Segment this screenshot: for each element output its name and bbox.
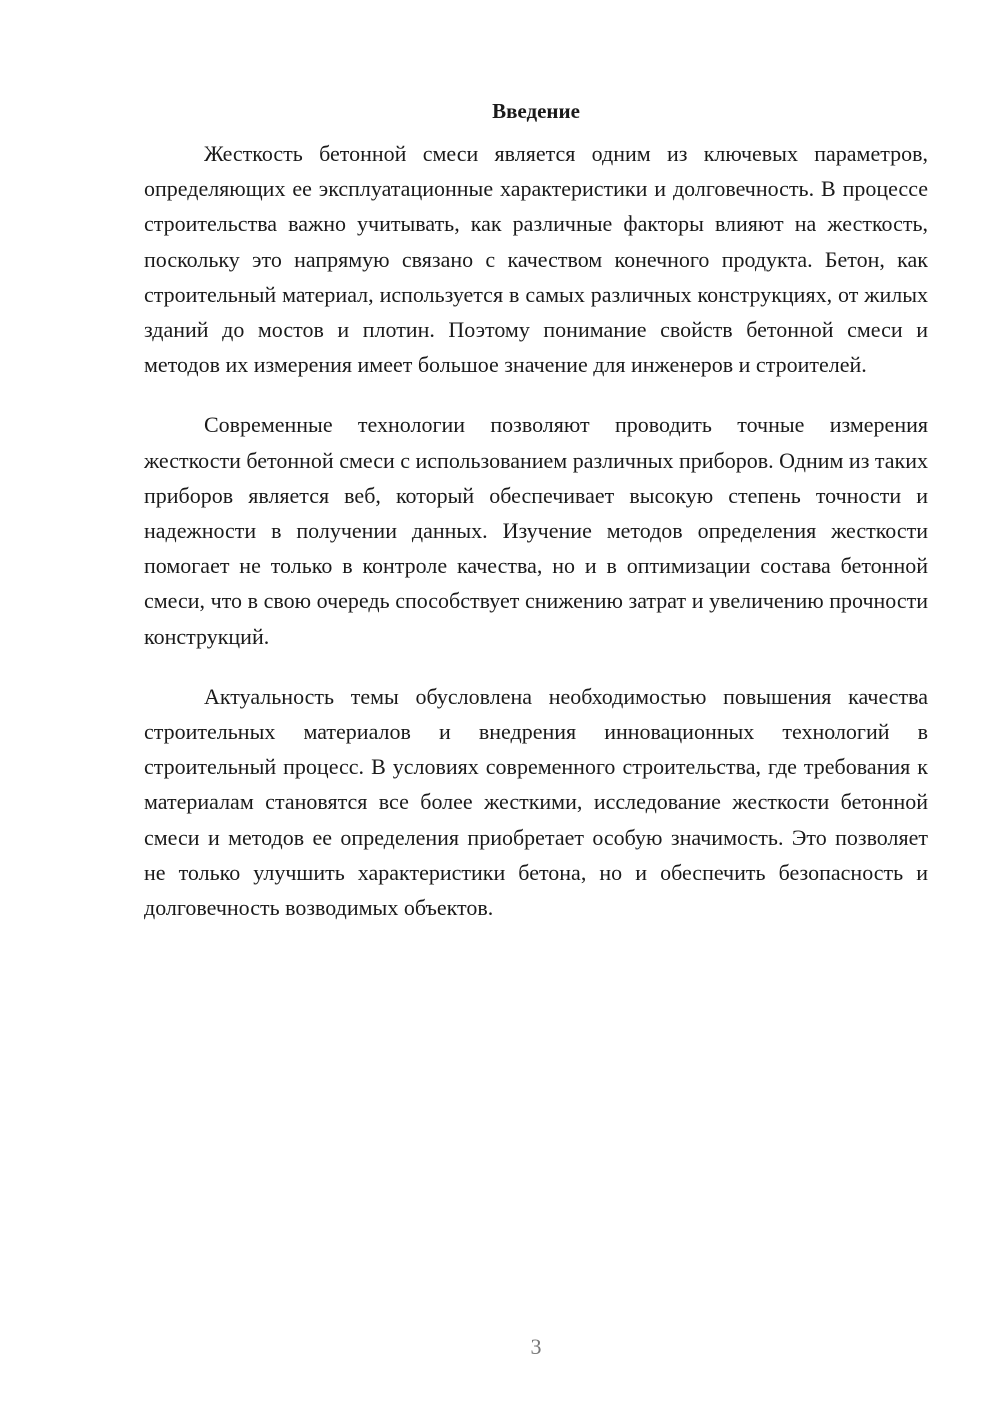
paragraph-3: Актуальность темы обусловлена необходимостью повышения качества строительных материалов и внедрения инновационных технологий в строительный процесс. В условиях современного строительства, где требования к материалам становятся все более жесткими, исследование жесткости бетонной смеси и методов ее определения приобретает особую значимость. Это позволяет не только улучшить характеристики бетона, но и обеспечить безопасность и долговечность возводимых объектов. bbox=[144, 683, 928, 921]
page-number: 3 bbox=[530, 1334, 542, 1359]
paragraph-2: Современные технологии позволяют проводить точные измерения жесткости бетонной смеси с использованием различных приборов. Одним из таких приборов является веб, который обеспечивает высокую степень точности и надежности в получении данных. Изучение методов определения жесткости помогает не только в контроле качества, но и в оптимизации состава бетонной смеси, что в свою очередь способствует снижению затрат и увеличению прочности конструкций. bbox=[144, 412, 928, 649]
section-heading: Введение bbox=[492, 99, 580, 123]
page-content bbox=[144, 92, 928, 950]
paragraph-1: Жесткость бетонной смеси является одним из ключевых параметров, определяющих ее эксплуатационные характеристики и долговечность. В процессе строительства важно учитывать, как различные факторы влияют на жесткость, поскольку это напрямую связано с качеством конечного продукта. Бетон, как строительный материал, используется в самых различных конструкциях, от жилых зданий до мостов и плотин. Поэтому понимание свойств бетонной смеси и методов их измерения имеет большое значение для инженеров и строителей. bbox=[144, 141, 928, 378]
